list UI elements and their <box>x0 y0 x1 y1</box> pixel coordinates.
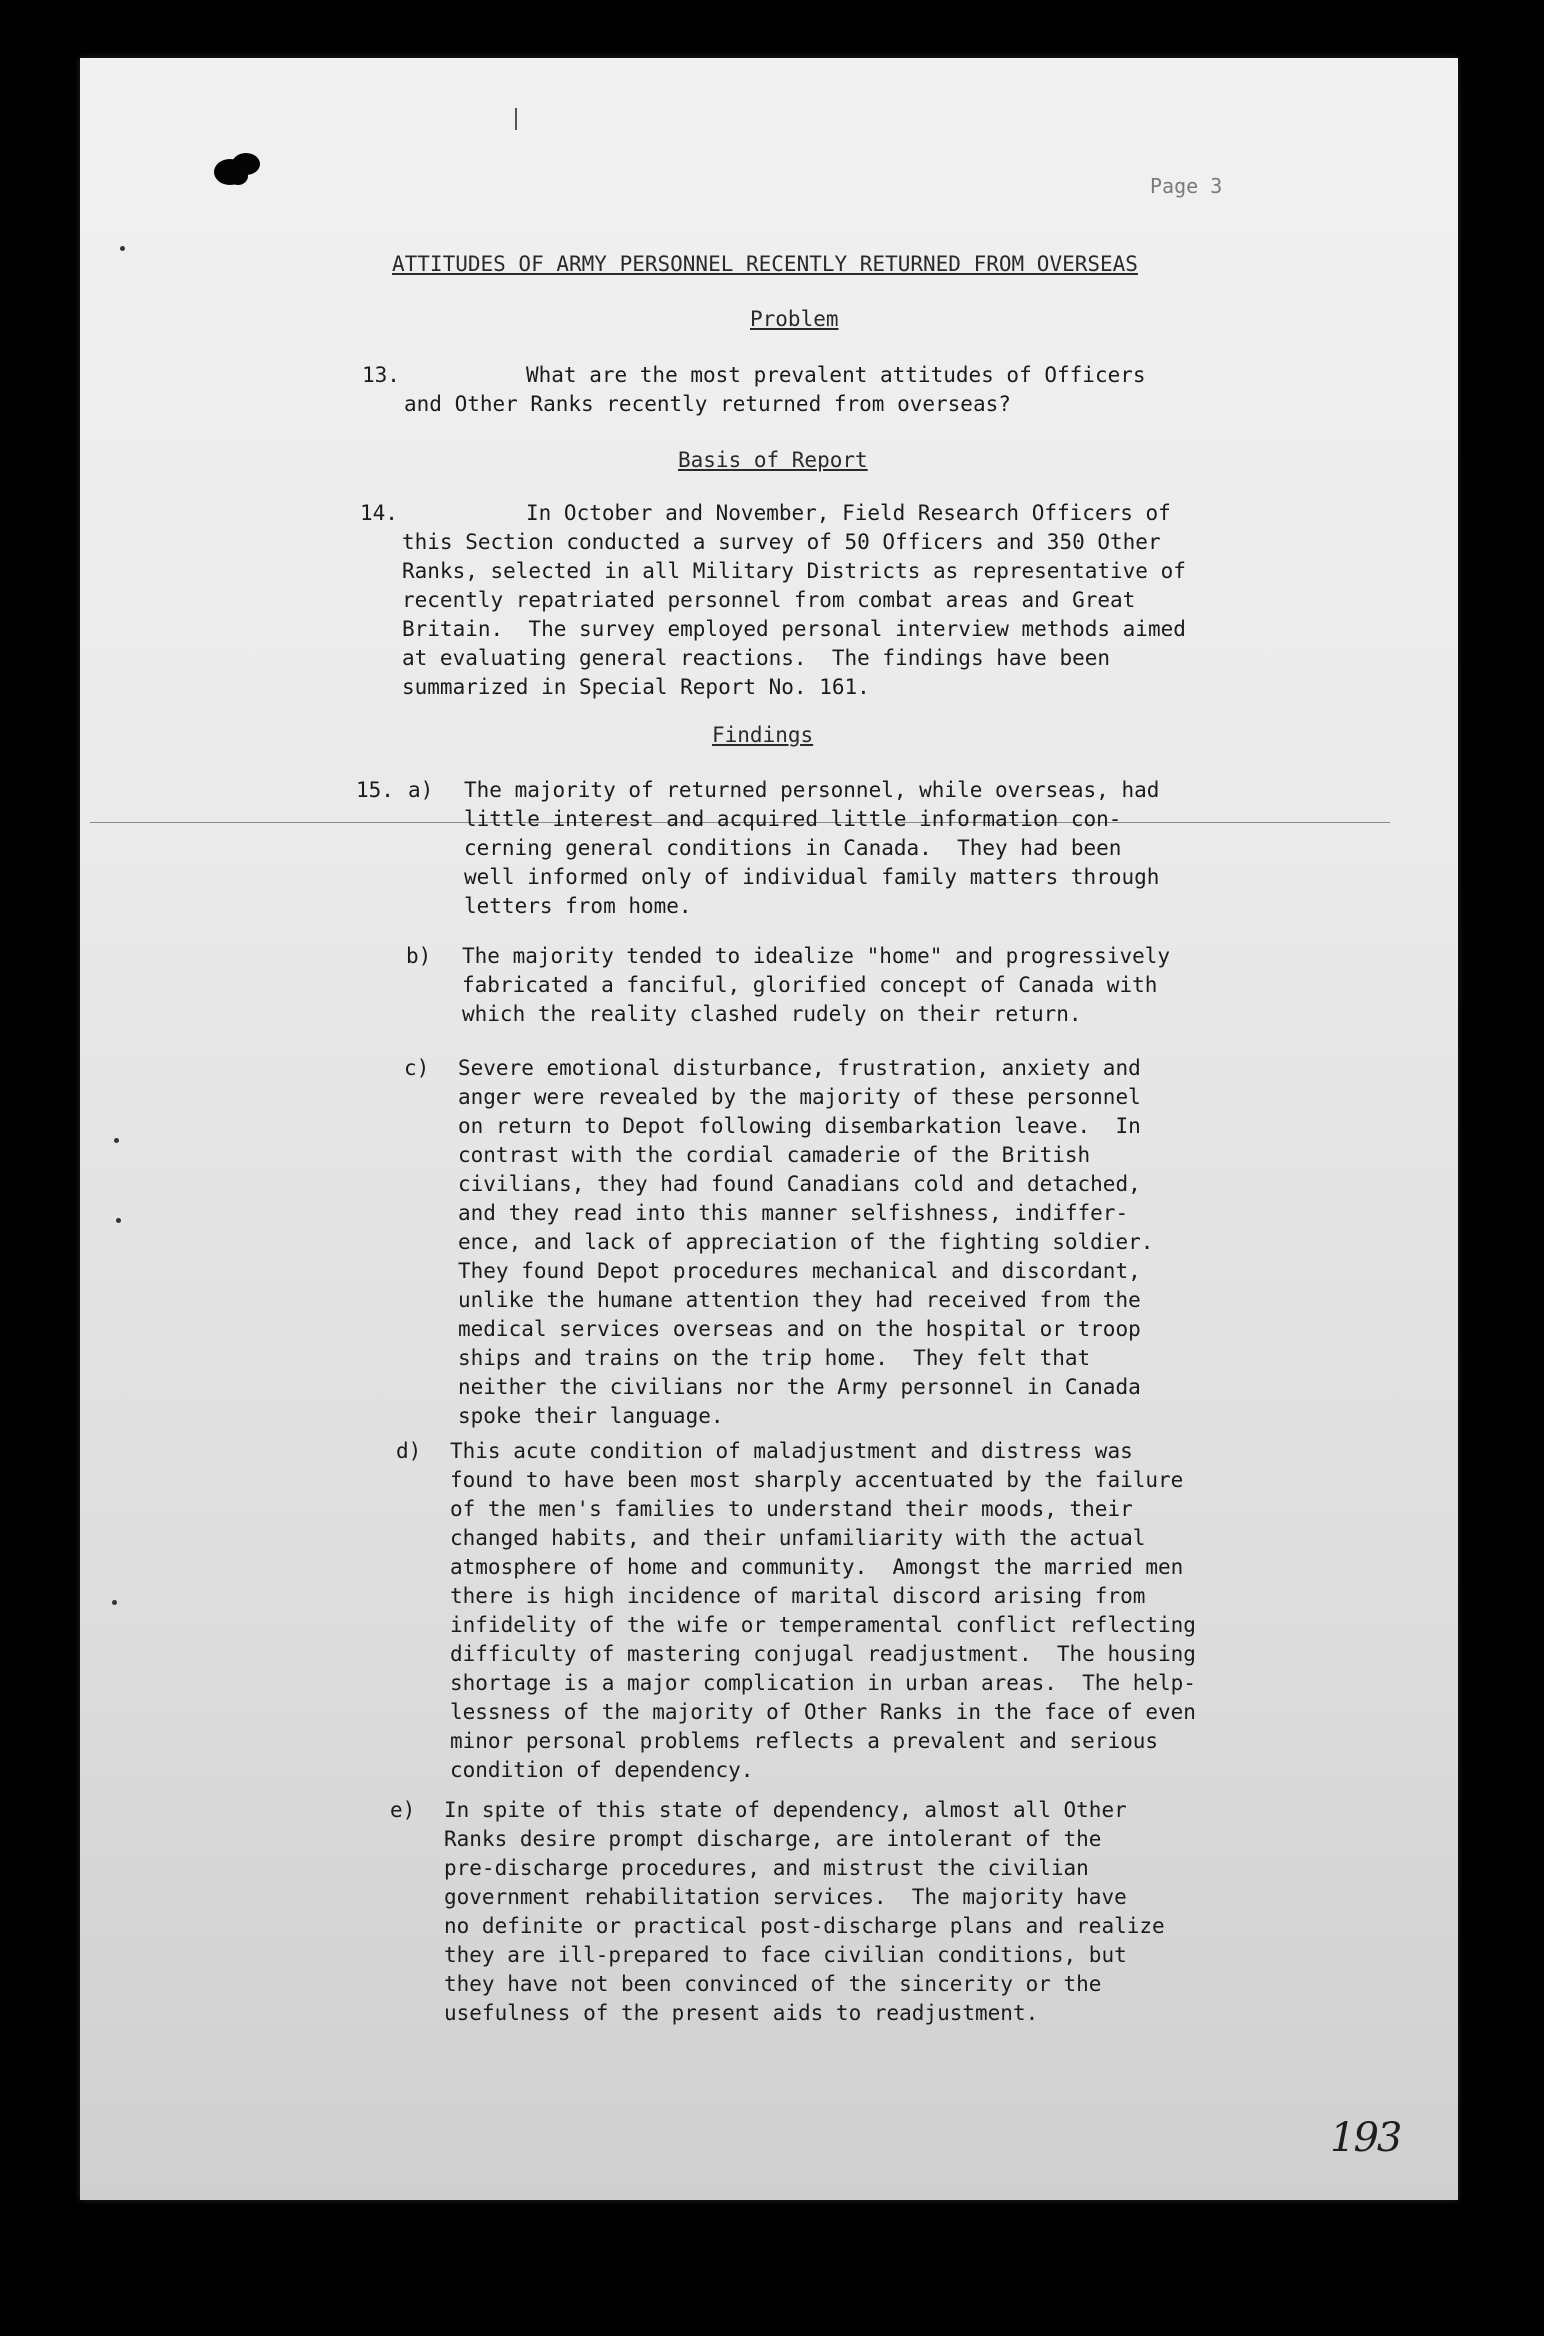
text-line: and they read into this manner selfishness, indiffer- <box>458 1201 1129 1225</box>
item-label: d) <box>396 1439 422 1463</box>
text-line: unlike the humane attention they had received from the <box>458 1288 1141 1312</box>
margin-tick-mark <box>515 108 517 130</box>
text-line: government rehabilitation services. The majority have <box>444 1885 1127 1909</box>
text-line: The majority tended to idealize "home" and progressively <box>462 944 1171 968</box>
text-line: Britain. The survey employed personal interview methods aimed <box>402 617 1186 641</box>
text-line: atmosphere of home and community. Amongst the married men <box>450 1555 1184 1579</box>
text-line: shortage is a major complication in urban areas. The help- <box>450 1671 1196 1695</box>
document-title: ATTITUDES OF ARMY PERSONNEL RECENTLY RETURNED FROM OVERSEAS <box>392 252 1138 276</box>
text-line: cerning general conditions in Canada. They had been <box>464 836 1122 860</box>
text-line: on return to Depot following disembarkation leave. In <box>458 1114 1141 1138</box>
text-line: found to have been most sharply accentuated by the failure <box>450 1468 1184 1492</box>
text-line: fabricated a fanciful, glorified concept of Canada with <box>462 973 1158 997</box>
text-line: which the reality clashed rudely on their return. <box>462 1002 1082 1026</box>
dust-speck <box>120 246 125 251</box>
text-line: The majority of returned personnel, while overseas, had <box>464 778 1160 802</box>
text-line: civilians, they had found Canadians cold and detached, <box>458 1172 1141 1196</box>
dust-speck <box>116 1218 121 1223</box>
section-heading-findings: Findings <box>712 723 814 747</box>
text-line: anger were revealed by the majority of these personnel <box>458 1085 1141 1109</box>
text-line: difficulty of mastering conjugal readjustment. The housing <box>450 1642 1196 1666</box>
text-line: pre-discharge procedures, and mistrust the civilian <box>444 1856 1089 1880</box>
text-line: Severe emotional disturbance, frustration, anxiety and <box>458 1056 1141 1080</box>
text-line: ships and trains on the trip home. They felt that <box>458 1346 1091 1370</box>
dust-speck <box>114 1138 119 1143</box>
dust-speck <box>112 1600 117 1605</box>
text-line: at evaluating general reactions. The findings have been <box>402 646 1111 670</box>
text-line: well informed only of individual family matters through <box>464 865 1160 889</box>
text-line: usefulness of the present aids to readjustment. <box>444 2001 1039 2025</box>
text-line: of the men's families to understand their moods, their <box>450 1497 1133 1521</box>
paragraph-number: 15. <box>356 778 394 802</box>
text-line: minor personal problems reflects a prevalent and serious <box>450 1729 1159 1753</box>
section-heading-problem: Problem <box>750 307 839 331</box>
paragraph-number: 13. <box>362 363 400 387</box>
text-line: no definite or practical post-discharge plans and realize <box>444 1914 1165 1938</box>
text-line: this Section conducted a survey of 50 Officers and 350 Other <box>402 530 1161 554</box>
text-line: ence, and lack of appreciation of the fighting soldier. <box>458 1230 1154 1254</box>
handwritten-folio-number: 193 <box>1330 2115 1401 2161</box>
text-line: infidelity of the wife or temperamental conflict reflecting <box>450 1613 1196 1637</box>
text-line: letters from home. <box>464 894 692 918</box>
paragraph-number: 14. <box>360 501 398 525</box>
text-line: changed habits, and their unfamiliarity with the actual <box>450 1526 1146 1550</box>
text-line: recently repatriated personnel from combat areas and Great <box>402 588 1136 612</box>
text-line: they are ill-prepared to face civilian conditions, but <box>444 1943 1127 1967</box>
ink-blot <box>208 148 266 190</box>
text-line: little interest and acquired little information con- <box>464 807 1122 831</box>
text-line: What are the most prevalent attitudes of Officers <box>526 363 1146 387</box>
text-line: In October and November, Field Research Officers of <box>526 501 1171 525</box>
text-line: medical services overseas and on the hospital or troop <box>458 1317 1141 1341</box>
text-line: and Other Ranks recently returned from overseas? <box>404 392 1011 416</box>
text-line: Ranks, selected in all Military Districts as representative of <box>402 559 1186 583</box>
text-line: This acute condition of maladjustment and distress was <box>450 1439 1133 1463</box>
item-label: e) <box>390 1798 416 1822</box>
text-line: lessness of the majority of Other Ranks in the face of even <box>450 1700 1196 1724</box>
text-line: neither the civilians nor the Army personnel in Canada <box>458 1375 1141 1399</box>
text-line: condition of dependency. <box>450 1758 754 1782</box>
text-line: spoke their language. <box>458 1404 724 1428</box>
item-label: c) <box>404 1056 430 1080</box>
text-line: Ranks desire prompt discharge, are intolerant of the <box>444 1827 1102 1851</box>
page-number: Page 3 <box>1150 174 1223 198</box>
text-line: they have not been convinced of the sincerity or the <box>444 1972 1102 1996</box>
text-line: summarized in Special Report No. 161. <box>402 675 870 699</box>
item-label: a) <box>408 778 434 802</box>
section-heading-basis: Basis of Report <box>678 448 868 472</box>
text-line: They found Depot procedures mechanical and discordant, <box>458 1259 1141 1283</box>
text-line: In spite of this state of dependency, almost all Other <box>444 1798 1127 1822</box>
text-line: there is high incidence of marital discord arising from <box>450 1584 1146 1608</box>
text-line: contrast with the cordial camaderie of the British <box>458 1143 1091 1167</box>
item-label: b) <box>406 944 432 968</box>
